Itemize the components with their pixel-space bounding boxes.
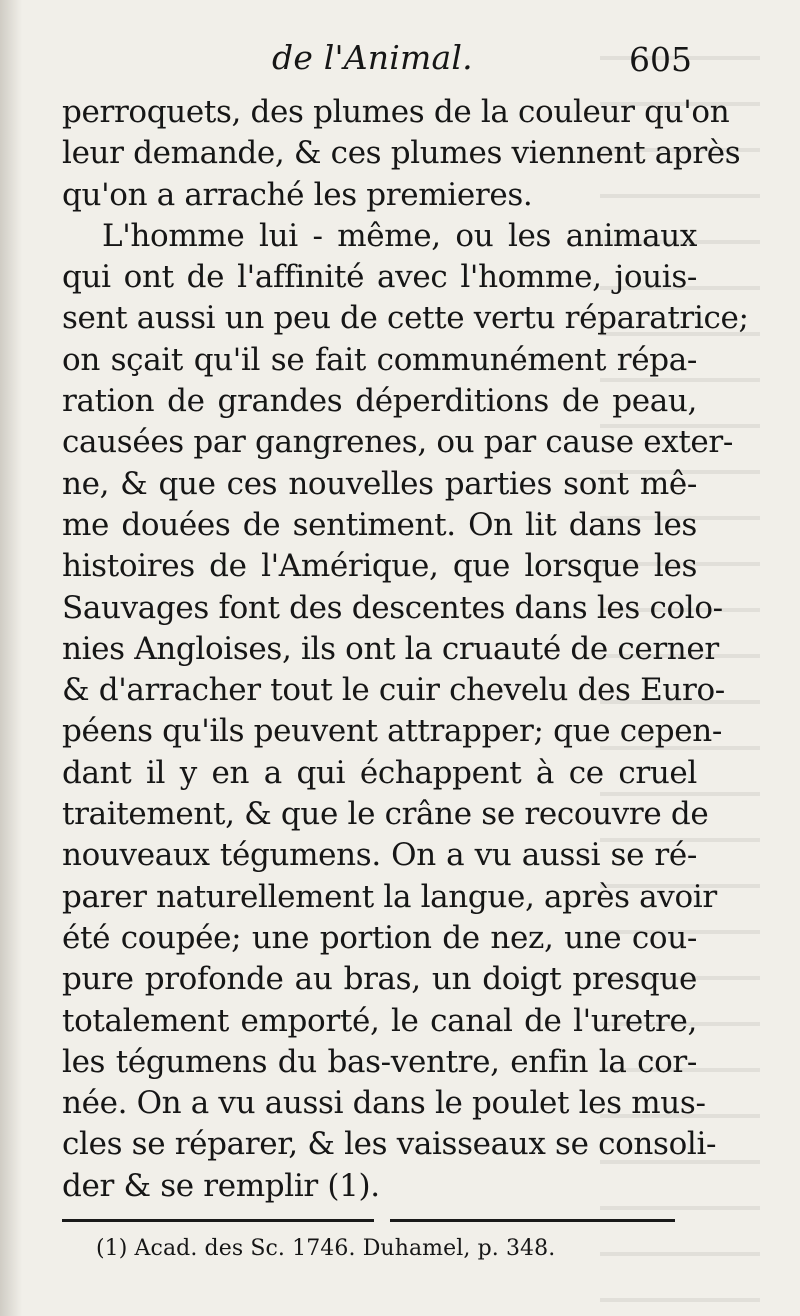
text-line: perroquets, des plumes de la couleur qu'on [62,94,730,130]
text-line: nouveaux tégumens. On a vu aussi se ré- [62,837,697,874]
text-line: on sçait qu'il se fait communément répa- [62,341,697,378]
text-line: & d'arracher tout le cuir chevelu des Euro- [62,672,725,709]
text-line: sent aussi un peu de cette vertu réparatrice; [62,300,749,337]
text-line: péens qu'ils peuvent attrapper; que cepen- [62,713,722,750]
text-line: traitement, & que le crâne se recouvre de [62,796,709,833]
text-line: causées par gangrenes, ou par cause exter- [62,424,734,461]
text-line: totalement emporté, le canal de l'uretre, [62,1002,697,1039]
page-number: 605 [629,40,692,79]
text-line: été coupée; une portion de nez, une cou- [62,919,697,956]
footnote-rule-right [390,1219,675,1222]
text-line: nies Angloises, ils ont la cruauté de cerner [62,630,719,667]
text-line: pure profonde au bras, un doigt presque [62,961,697,998]
text-line: histoires de l'Amérique, que lorsque les [62,548,697,585]
text-line: L'homme lui - même, ou les animaux [102,217,697,254]
text-line: qui ont de l'affinité avec l'homme, jouis- [62,259,697,296]
text-line: cles se réparer, & les vaisseaux se consoli- [62,1126,717,1163]
text-line: leur demande, & ces plumes viennent après [62,135,741,172]
text-line: née. On a vu aussi dans le poulet les mus- [62,1085,706,1122]
footnote-rule-left [62,1219,374,1222]
text-line: der & se remplir (1). [62,1167,380,1204]
text-line: Sauvages font des descentes dans les colo- [62,589,723,626]
page-gutter-shadow [0,0,22,1316]
running-title: de l'Animal. [272,38,473,77]
text-line: me douées de sentiment. On lit dans les [62,506,697,543]
text-line: les tégumens du bas-ventre, enfin la cor- [62,1043,697,1080]
text-line: ration de grandes déperditions de peau, [62,383,697,420]
text-line: ne, & que ces nouvelles parties sont mê- [62,465,697,502]
footnote: (1) Acad. des Sc. 1746. Duhamel, p. 348. [96,1236,556,1261]
text-line: parer naturellement la langue, après avoir [62,878,717,915]
page-header [62,38,692,88]
body-text [62,92,749,1207]
text-line: qu'on a arraché les premieres. [62,176,533,213]
text-line: dant il y en a qui échappent à ce cruel [62,754,697,791]
